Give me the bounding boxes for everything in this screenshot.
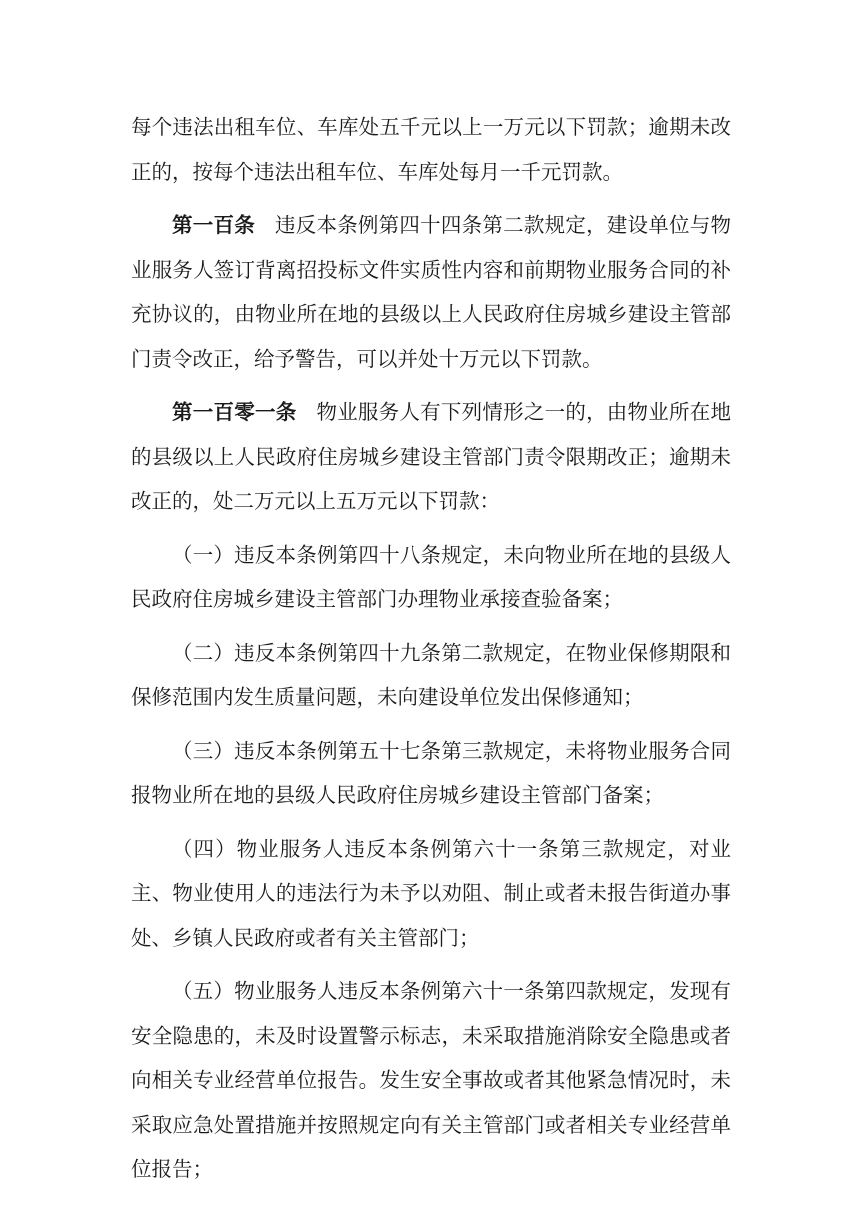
list-item-2 xyxy=(131,631,731,720)
paragraph-text: 物业服务人有下列情形之一的，由物业所在地的县级以上人民政府住房城乡建设主管部门责令限期改正；逾期未改正的，处二万元以上五万元以下罚款： xyxy=(131,400,732,513)
paragraph-text: （一）违反本条例第四十八条规定，未向物业所在地的县级人民政府住房城乡建设主管部门办理物业承接查验备案； xyxy=(131,542,731,611)
paragraph-text: 违反本条例第四十四条第二款规定，建设单位与物业服务人签订背离招投标文件实质性内容和前期物业服务合同的补充协议的，由物业所在地的县级以上人民政府住房城乡建设主管部门责令改正，给予警告，可以并处十万元以下罚款。 xyxy=(131,213,732,371)
paragraph-text: （五）物业服务人违反本条例第六十一条第四款规定，发现有安全隐患的，未及时设置警示标志，未采取措施消除安全隐患或者向相关专业经营单位报告。发生安全事故或者其他紧急情况时，未采取应急处置措施并按照规定向有关主管部门或者相关专业经营单位报告； xyxy=(131,979,731,1181)
list-item-1 xyxy=(131,533,731,622)
paragraph-continuation xyxy=(131,105,731,194)
list-item-5 xyxy=(131,969,731,1192)
paragraph-text: （三）违反本条例第五十七条第三款规定，未将物业服务合同报物业所在地的县级人民政府住房城乡建设主管部门备案； xyxy=(131,738,731,807)
paragraph-text: 每个违法出租车位、车库处五千元以上一万元以下罚款；逾期未改正的，按每个违法出租车位、车库处每月一千元罚款。 xyxy=(131,115,731,184)
list-item-4 xyxy=(131,827,731,961)
paragraph-text: （二）违反本条例第四十九条第二款规定，在物业保修期限和保修范围内发生质量问题，未向建设单位发出保修通知； xyxy=(131,640,731,709)
article-100 xyxy=(131,203,731,381)
article-number: 第一百零一条 xyxy=(172,400,297,424)
article-number: 第一百条 xyxy=(172,213,255,237)
document-body xyxy=(131,105,731,1201)
paragraph-text: （四）物业服务人违反本条例第六十一条第三款规定，对业主、物业使用人的违法行为未予以劝阻、制止或者未报告街道办事处、乡镇人民政府或者有关主管部门； xyxy=(131,836,731,950)
article-101 xyxy=(131,390,731,524)
list-item-3 xyxy=(131,729,731,818)
